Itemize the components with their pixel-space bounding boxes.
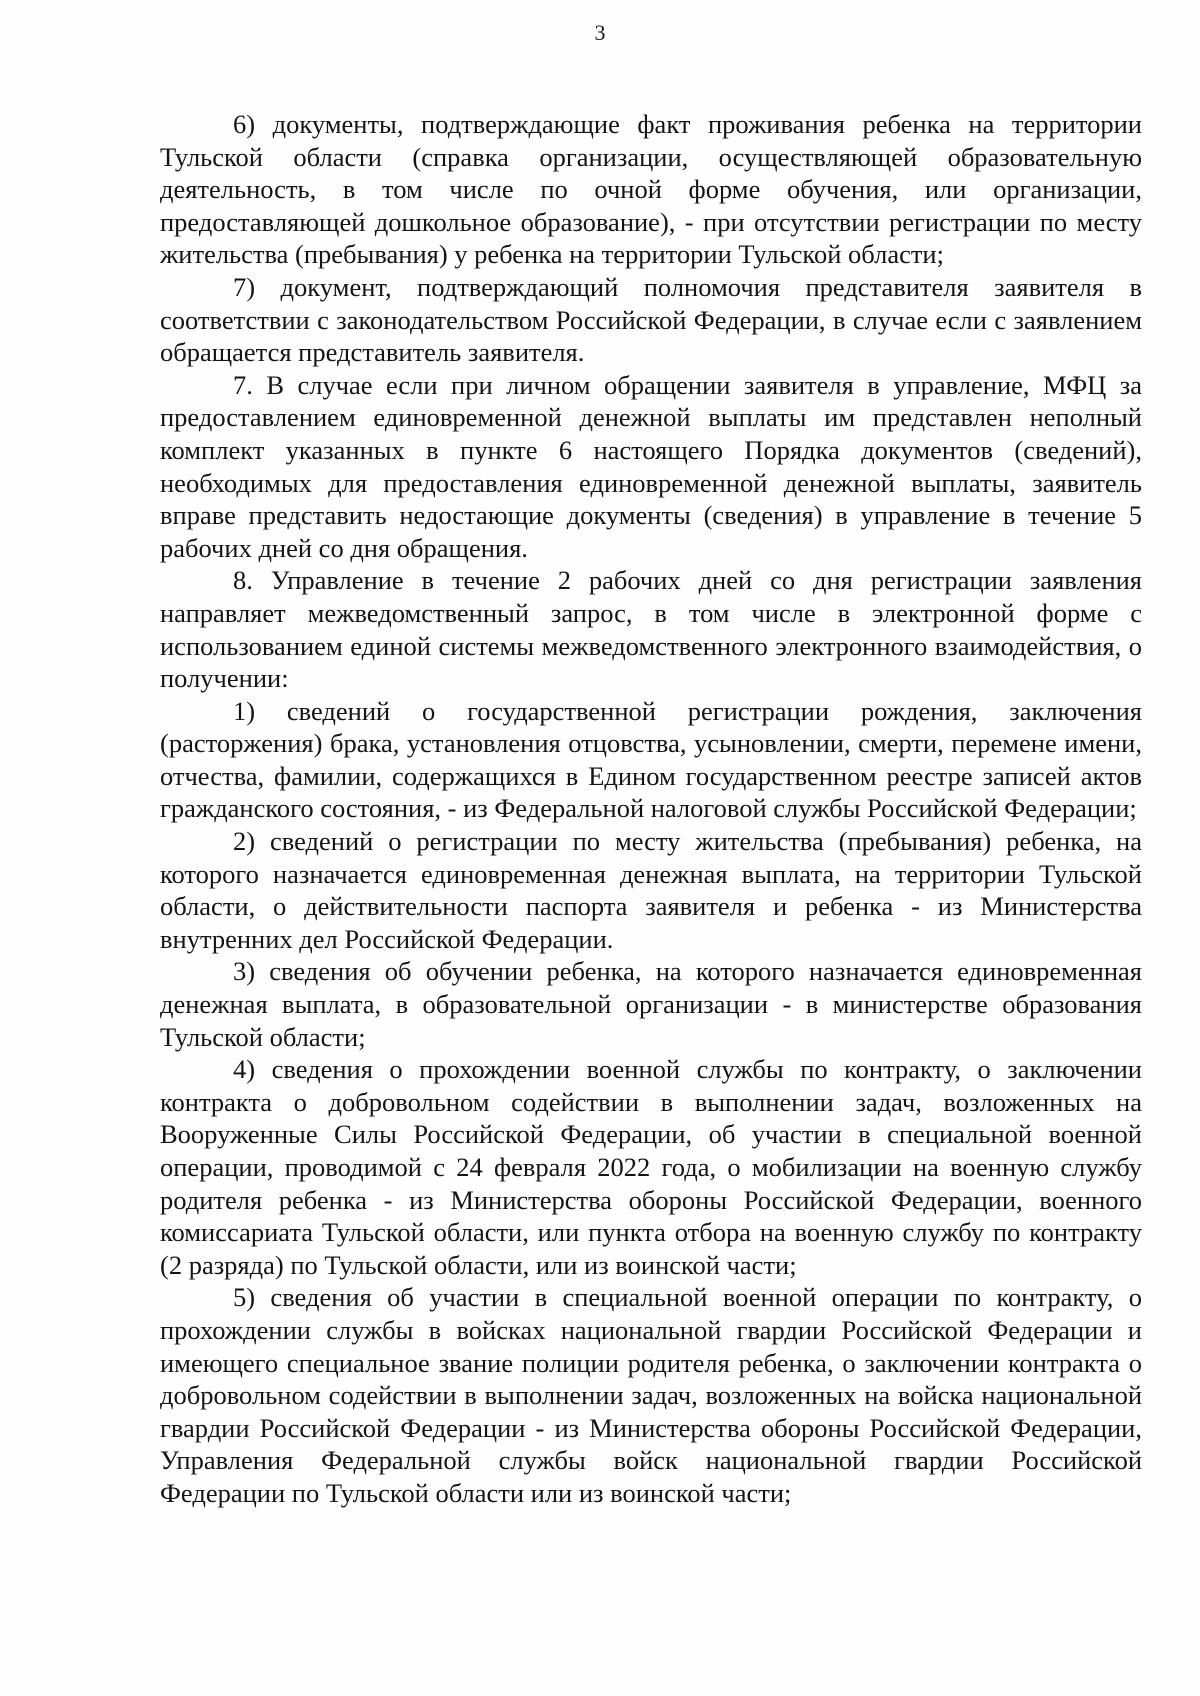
paragraph-item-7: 7) документ, подтверждающий полномочия представителя заявителя в соответствии с законодательством Российской Федерации, в случае если с заявлением обращается представитель заявителя. [160, 271, 1142, 368]
paragraph-clause-8: 8. Управление в течение 2 рабочих дней со дня регистрации заявления направляет межведомственный запрос, в том числе в электронной форме с использованием единой системы межведомственного электронного взаимодействия, о получении: [160, 565, 1142, 694]
paragraph-clause-7: 7. В случае если при личном обращении заявителя в управление, МФЦ за предоставлением единовременной денежной выплаты им представлен неполный комплект указанных в пункте 6 настоящего Порядка документов (сведений), необходимых для предоставления единовременной денежной выплаты, заявитель вправе представить недостающие документы (сведения) в управление в течение 5 рабочих дней со дня обращения. [160, 369, 1142, 563]
paragraph-subitem-1: 1) сведений о государственной регистрации рождения, заключения (расторжения) брака, установления отцовства, усыновлении, смерти, перемене имени, отчества, фамилии, содержащихся в Едином государственном реестре записей актов гражданского состояния, - из Федеральной налоговой службы Российской Федерации; [160, 695, 1142, 824]
document-body [160, 108, 1142, 1510]
page-number: 3 [594, 20, 606, 45]
paragraph-subitem-2: 2) сведений о регистрации по месту жительства (пребывания) ребенка, на которого назначается единовременная денежная выплата, на территории Тульской области, о действительности паспорта заявителя и ребенка - из Министерства внутренних дел Российской Федерации. [160, 826, 1142, 954]
paragraph-item-6: 6) документы, подтверждающие факт проживания ребенка на территории Тульской области (справка организации, осуществляющей образовательную деятельность, в том числе по очной форме обучения, или организации, предоставляющей дошкольное образование), - при отсутствии регистрации по месту жительства (пребывания) у ребенка на территории Тульской области; [160, 109, 1142, 270]
paragraph-subitem-3: 3) сведения об обучении ребенка, на которого назначается единовременная денежная выплата, в образовательной организации - в министерстве образования Тульской области; [160, 956, 1142, 1052]
paragraph-subitem-4: 4) сведения о прохождении военной службы по контракту, о заключении контракта о добровольном содействии в выполнении задач, возложенных на Вооруженные Силы Российской Федерации, об участии в специальной военной операции, проводимой с 24 февраля 2022 года, о мобилизации на военную службу родителя ребенка - из Министерства обороны Российской Федерации, военного комиссариата Тульской области, или пункта отбора на военную службу по контракту (2 разряда) по Тульской области, или из воинской части; [160, 1054, 1142, 1280]
paragraph-subitem-5: 5) сведения об участии в специальной военной операции по контракту, о прохождении службы в войсках национальной гвардии Российской Федерации и имеющего специальное звание полиции родителя ребенка, о заключении контракта о добровольном содействии в выполнении задач, возложенных на войска национальной гвардии Российской Федерации - из Министерства обороны Российской Федерации, Управления Федеральной службы войск национальной гвардии Российской Федерации по Тульской области или из воинской части; [160, 1282, 1142, 1508]
